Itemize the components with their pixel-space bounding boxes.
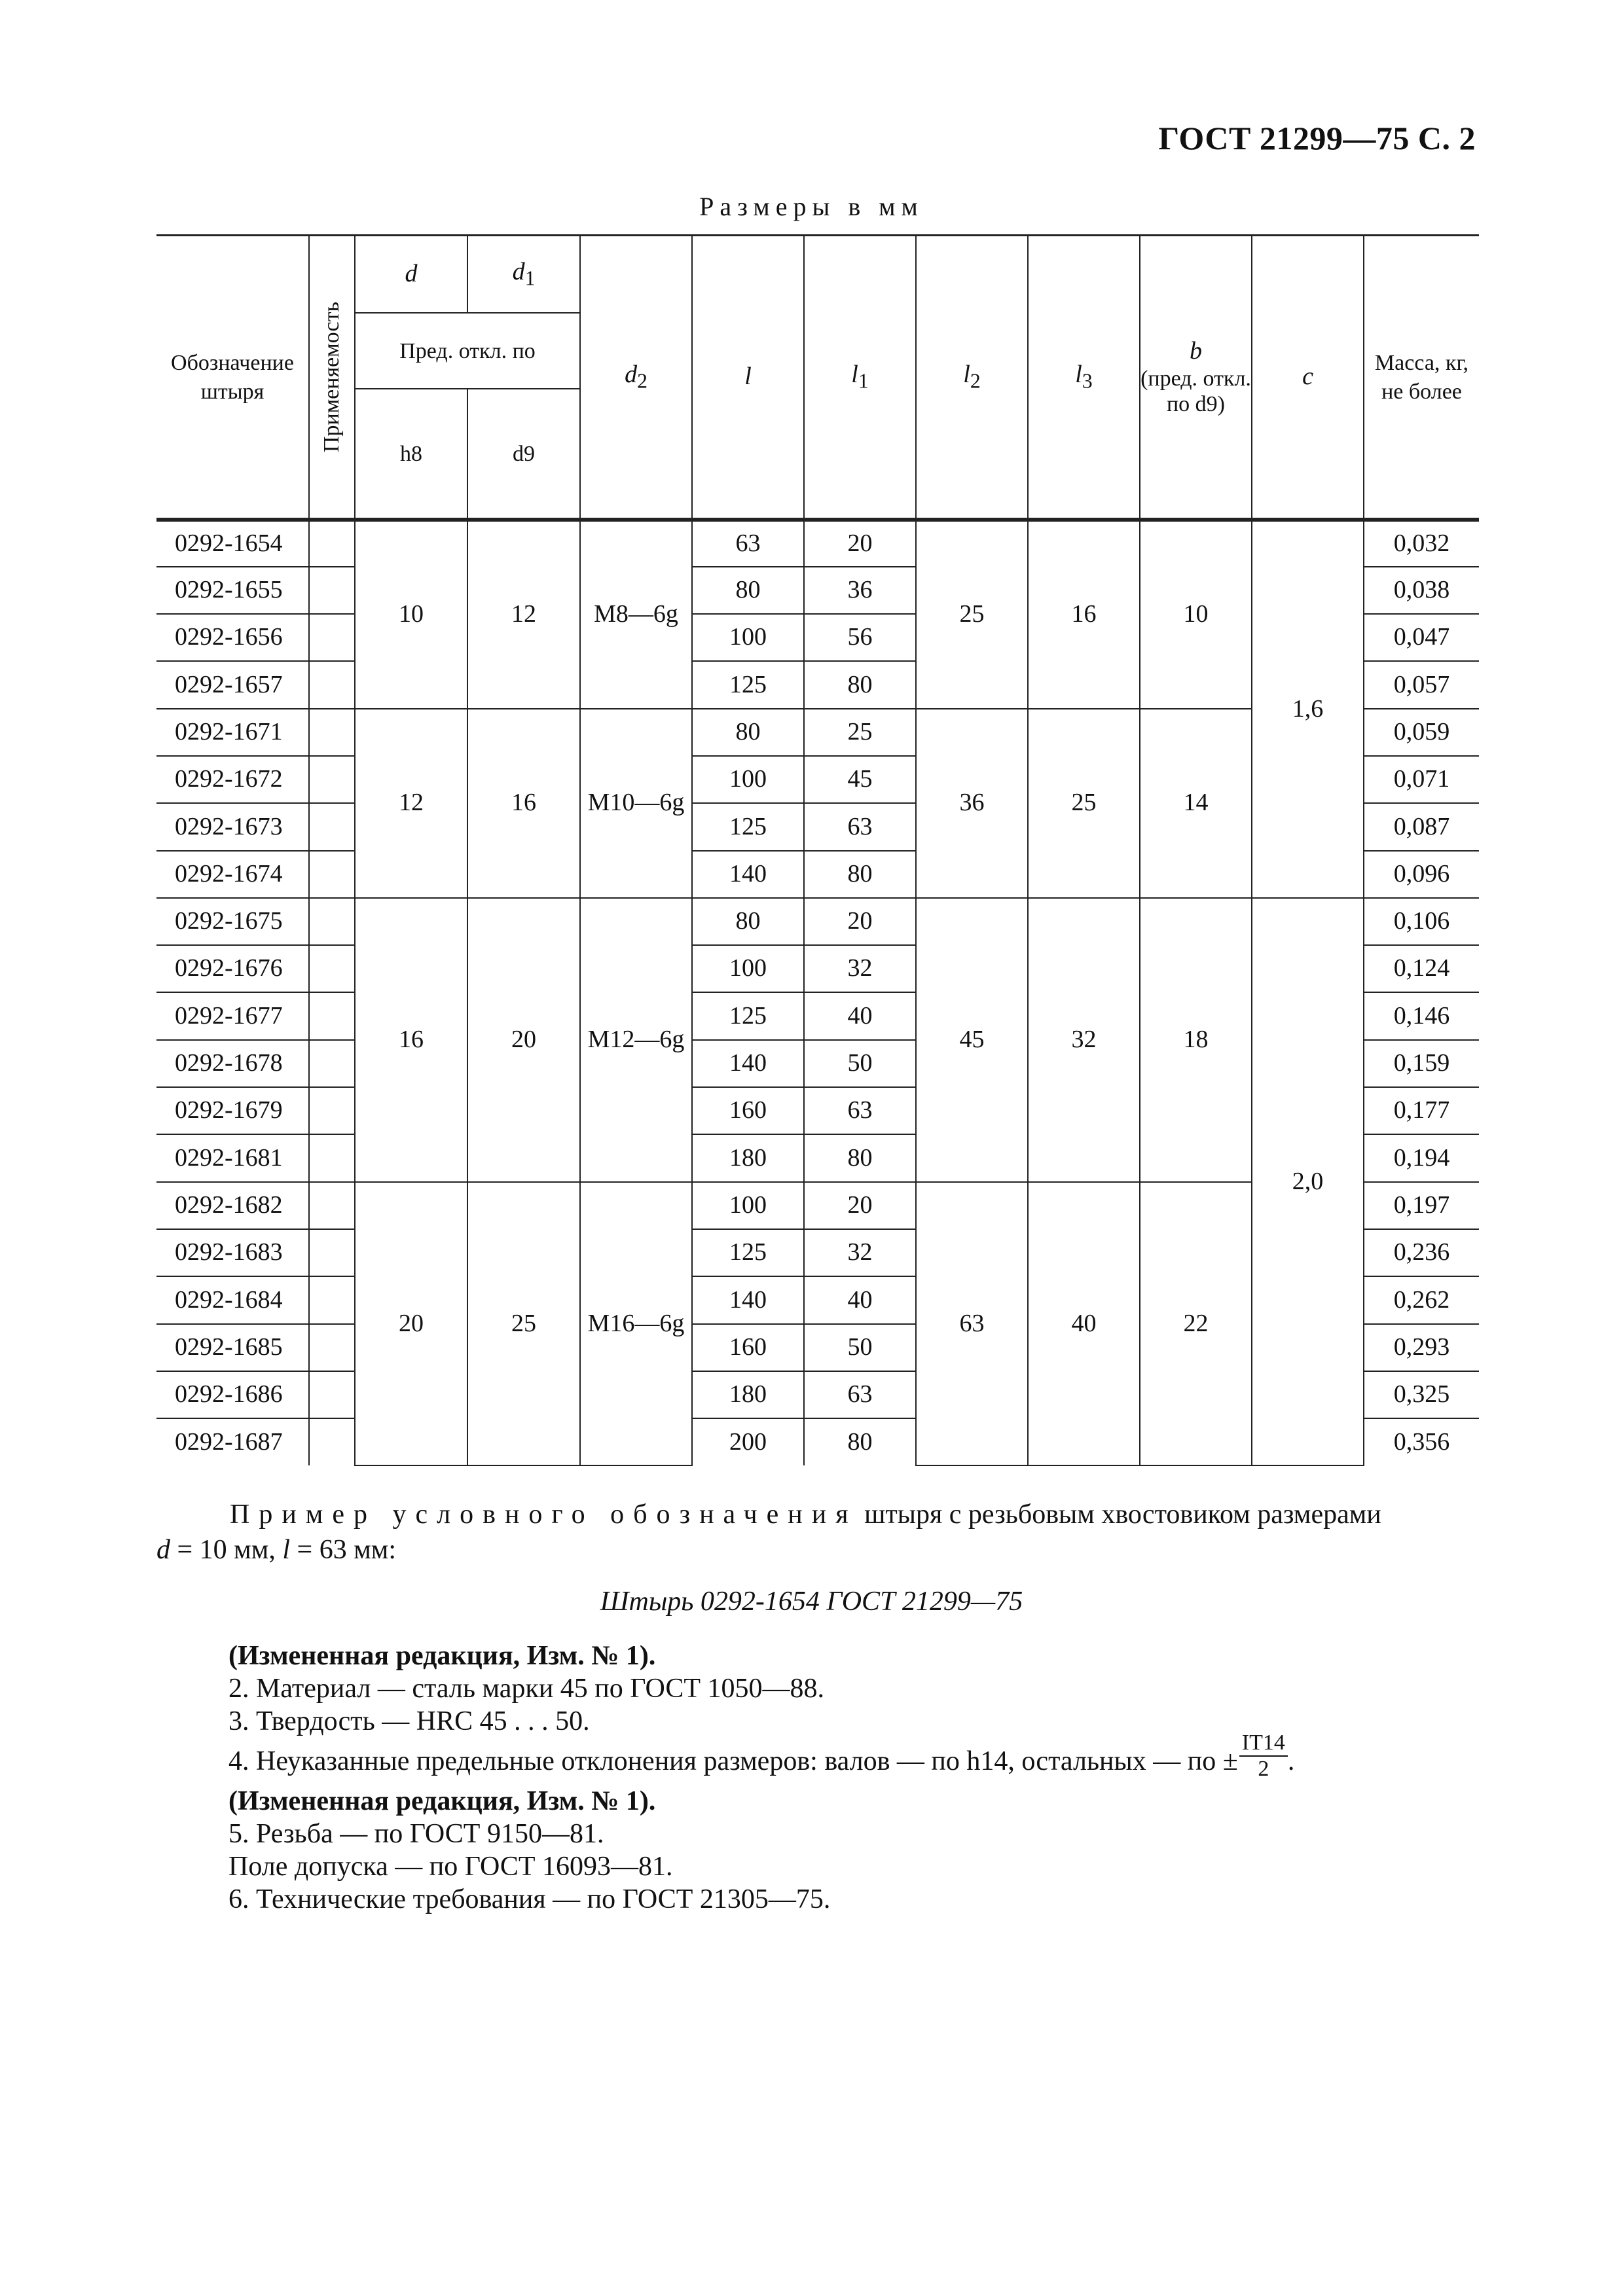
l1-cell: 40	[804, 1276, 916, 1323]
designation-cell: 0292-1686	[156, 1371, 309, 1418]
applicability-cell	[309, 567, 355, 614]
l-cell: 100	[692, 1182, 804, 1229]
designation-cell: 0292-1676	[156, 945, 309, 992]
b-cell: 14	[1140, 709, 1252, 898]
mass-cell: 0,057	[1364, 661, 1479, 708]
note-tolerance-field: Поле допуска — по ГОСТ 16093—81.	[228, 1852, 673, 1882]
mass-cell: 0,325	[1364, 1371, 1479, 1418]
mass-cell: 0,159	[1364, 1040, 1479, 1087]
d1-cell: 16	[467, 709, 580, 898]
header-c: c	[1252, 236, 1364, 520]
designation-cell: 0292-1679	[156, 1087, 309, 1134]
l-cell: 100	[692, 614, 804, 661]
amendment-note-2: (Измененная редакция, Изм. № 1).	[228, 1786, 656, 1816]
note-tolerances	[228, 1731, 1472, 1785]
designation-cell: 0292-1657	[156, 661, 309, 708]
b-cell: 18	[1140, 898, 1252, 1182]
designation-cell: 0292-1678	[156, 1040, 309, 1087]
d1-cell: 20	[467, 898, 580, 1182]
d2-cell: M16—6g	[580, 1182, 692, 1466]
applicability-cell	[309, 1087, 355, 1134]
l-cell: 100	[692, 945, 804, 992]
applicability-cell	[309, 1040, 355, 1087]
header-b: b (пред. откл. по d9)	[1140, 236, 1252, 520]
header-l2: $l_2$	[916, 236, 1028, 520]
units-caption: Размеры в мм	[699, 192, 924, 221]
applicability-cell	[309, 520, 355, 567]
designation-cell: 0292-1674	[156, 851, 309, 898]
header-mass: Масса, кг, не более	[1364, 236, 1479, 520]
l1-cell: 50	[804, 1040, 916, 1087]
example-designation: Штырь 0292-1654 ГОСТ 21299—75	[600, 1587, 1023, 1617]
l2-cell: 63	[916, 1182, 1028, 1466]
l2-cell: 36	[916, 709, 1028, 898]
example-paragraph	[156, 1497, 1479, 1568]
mass-cell: 0,262	[1364, 1276, 1479, 1323]
l-cell: 125	[692, 1229, 804, 1276]
d2-cell: M8—6g	[580, 520, 692, 709]
l1-cell: 20	[804, 898, 916, 945]
applicability-cell	[309, 1418, 355, 1465]
header-l3: $l_3$	[1028, 236, 1140, 520]
mass-cell: 0,038	[1364, 567, 1479, 614]
page-header: ГОСТ 21299—75 С. 2	[1158, 120, 1476, 156]
applicability-cell	[309, 898, 355, 945]
example-l-value: = 63 мм:	[290, 1535, 397, 1565]
note-thread: 5. Резьба — по ГОСТ 9150—81.	[228, 1819, 604, 1849]
applicability-cell	[309, 1324, 355, 1371]
mass-cell: 0,236	[1364, 1229, 1479, 1276]
table-row	[156, 898, 1479, 945]
l1-cell: 20	[804, 1182, 916, 1229]
applicability-cell	[309, 851, 355, 898]
l-cell: 80	[692, 898, 804, 945]
mass-cell: 0,356	[1364, 1418, 1479, 1465]
l1-cell: 63	[804, 1371, 916, 1418]
table-row	[156, 520, 1479, 567]
d-cell: 16	[355, 898, 467, 1182]
header-l1: $l_1$	[804, 236, 916, 520]
l1-cell: 20	[804, 520, 916, 567]
designation-cell: 0292-1654	[156, 520, 309, 567]
d-cell: 10	[355, 520, 467, 709]
l-cell: 160	[692, 1087, 804, 1134]
designation-cell: 0292-1672	[156, 756, 309, 803]
l-cell: 100	[692, 756, 804, 803]
d2-cell: M12—6g	[580, 898, 692, 1182]
designation-cell: 0292-1677	[156, 992, 309, 1039]
mass-cell: 0,106	[1364, 898, 1479, 945]
designation-cell: 0292-1675	[156, 898, 309, 945]
header-l: l	[692, 236, 804, 520]
header-d9: d9	[467, 389, 580, 520]
example-lead-rest: штыря с резьбовым хвостовиком размерами	[857, 1499, 1381, 1530]
designation-cell: 0292-1687	[156, 1418, 309, 1465]
b-cell: 10	[1140, 520, 1252, 709]
l1-cell: 32	[804, 945, 916, 992]
header-applicability: Применяемость	[309, 236, 355, 520]
applicability-cell	[309, 709, 355, 756]
note-tolerances-text: 4. Неуказанные предельные отклонения размеров: валов — по h14, остальных — по ±	[228, 1746, 1238, 1776]
applicability-cell	[309, 661, 355, 708]
applicability-cell	[309, 614, 355, 661]
mass-cell: 0,087	[1364, 803, 1479, 850]
mass-cell: 0,293	[1364, 1324, 1479, 1371]
l-cell: 140	[692, 1276, 804, 1323]
d1-cell: 25	[467, 1182, 580, 1466]
designation-cell: 0292-1685	[156, 1324, 309, 1371]
notes-section	[228, 1640, 1472, 1916]
c-cell: 2,0	[1252, 898, 1364, 1466]
l-cell: 160	[692, 1324, 804, 1371]
l-cell: 140	[692, 851, 804, 898]
example-lead: Пример условного обозначения	[230, 1499, 858, 1530]
l-cell: 125	[692, 992, 804, 1039]
mass-cell: 0,047	[1364, 614, 1479, 661]
note-tolerances-end: .	[1287, 1746, 1295, 1776]
designation-cell: 0292-1671	[156, 709, 309, 756]
c-cell: 1,6	[1252, 520, 1364, 898]
d-cell: 20	[355, 1182, 467, 1466]
note-technical-requirements: 6. Технические требования — по ГОСТ 21305—75.	[228, 1884, 831, 1914]
it14-fraction	[1239, 1731, 1288, 1782]
l1-cell: 45	[804, 756, 916, 803]
l1-cell: 80	[804, 661, 916, 708]
header-d1: $d_1$	[467, 236, 580, 313]
header-d: d	[355, 236, 467, 313]
l1-cell: 32	[804, 1229, 916, 1276]
l2-cell: 45	[916, 898, 1028, 1182]
mass-cell: 0,059	[1364, 709, 1479, 756]
l3-cell: 32	[1028, 898, 1140, 1182]
d-cell: 12	[355, 709, 467, 898]
mass-cell: 0,197	[1364, 1182, 1479, 1229]
d1-cell: 12	[467, 520, 580, 709]
l-cell: 125	[692, 661, 804, 708]
applicability-cell	[309, 1182, 355, 1229]
l1-cell: 40	[804, 992, 916, 1039]
applicability-cell	[309, 945, 355, 992]
designation-cell: 0292-1656	[156, 614, 309, 661]
fraction-numerator: IT14	[1239, 1731, 1288, 1757]
l-cell: 140	[692, 1040, 804, 1087]
l1-cell: 63	[804, 1087, 916, 1134]
amendment-note-1: (Измененная редакция, Изм. № 1).	[228, 1641, 656, 1671]
applicability-cell	[309, 992, 355, 1039]
header-designation: Обозначение штыря	[156, 236, 309, 520]
header-d2: $d_2$	[580, 236, 692, 520]
note-hardness: 3. Твердость — HRC 45 . . . 50.	[228, 1706, 590, 1736]
mass-cell: 0,032	[1364, 520, 1479, 567]
header-tolerance-group: Пред. откл. по	[355, 313, 580, 389]
l1-cell: 56	[804, 614, 916, 661]
l-cell: 63	[692, 520, 804, 567]
mass-cell: 0,194	[1364, 1134, 1479, 1181]
designation-cell: 0292-1673	[156, 803, 309, 850]
designation-cell: 0292-1682	[156, 1182, 309, 1229]
l3-cell: 16	[1028, 520, 1140, 709]
header-h8: h8	[355, 389, 467, 520]
dimensions-table	[156, 234, 1479, 1466]
note-material: 2. Материал — сталь марки 45 по ГОСТ 1050—88.	[228, 1674, 825, 1704]
example-l-symbol: l	[282, 1535, 291, 1565]
designation-cell: 0292-1683	[156, 1229, 309, 1276]
l1-cell: 63	[804, 803, 916, 850]
l3-cell: 40	[1028, 1182, 1140, 1466]
l-cell: 125	[692, 803, 804, 850]
l-cell: 200	[692, 1418, 804, 1465]
l-cell: 80	[692, 709, 804, 756]
fraction-denominator: 2	[1258, 1757, 1269, 1781]
l-cell: 180	[692, 1371, 804, 1418]
d2-cell: M10—6g	[580, 709, 692, 898]
applicability-cell	[309, 1371, 355, 1418]
mass-cell: 0,096	[1364, 851, 1479, 898]
l1-cell: 36	[804, 567, 916, 614]
l-cell: 180	[692, 1134, 804, 1181]
b-cell: 22	[1140, 1182, 1252, 1466]
applicability-cell	[309, 1229, 355, 1276]
mass-cell: 0,124	[1364, 945, 1479, 992]
example-d-value: = 10 мм,	[170, 1535, 283, 1565]
applicability-cell	[309, 1134, 355, 1181]
mass-cell: 0,071	[1364, 756, 1479, 803]
applicability-cell	[309, 756, 355, 803]
l1-cell: 80	[804, 851, 916, 898]
l-cell: 80	[692, 567, 804, 614]
applicability-cell	[309, 803, 355, 850]
mass-cell: 0,177	[1364, 1087, 1479, 1134]
l1-cell: 50	[804, 1324, 916, 1371]
l1-cell: 80	[804, 1134, 916, 1181]
mass-cell: 0,146	[1364, 992, 1479, 1039]
applicability-cell	[309, 1276, 355, 1323]
l2-cell: 25	[916, 520, 1028, 709]
l1-cell: 25	[804, 709, 916, 756]
designation-cell: 0292-1684	[156, 1276, 309, 1323]
designation-cell: 0292-1655	[156, 567, 309, 614]
example-d-symbol: d	[156, 1535, 170, 1565]
designation-cell: 0292-1681	[156, 1134, 309, 1181]
l3-cell: 25	[1028, 709, 1140, 898]
l1-cell: 80	[804, 1418, 916, 1465]
